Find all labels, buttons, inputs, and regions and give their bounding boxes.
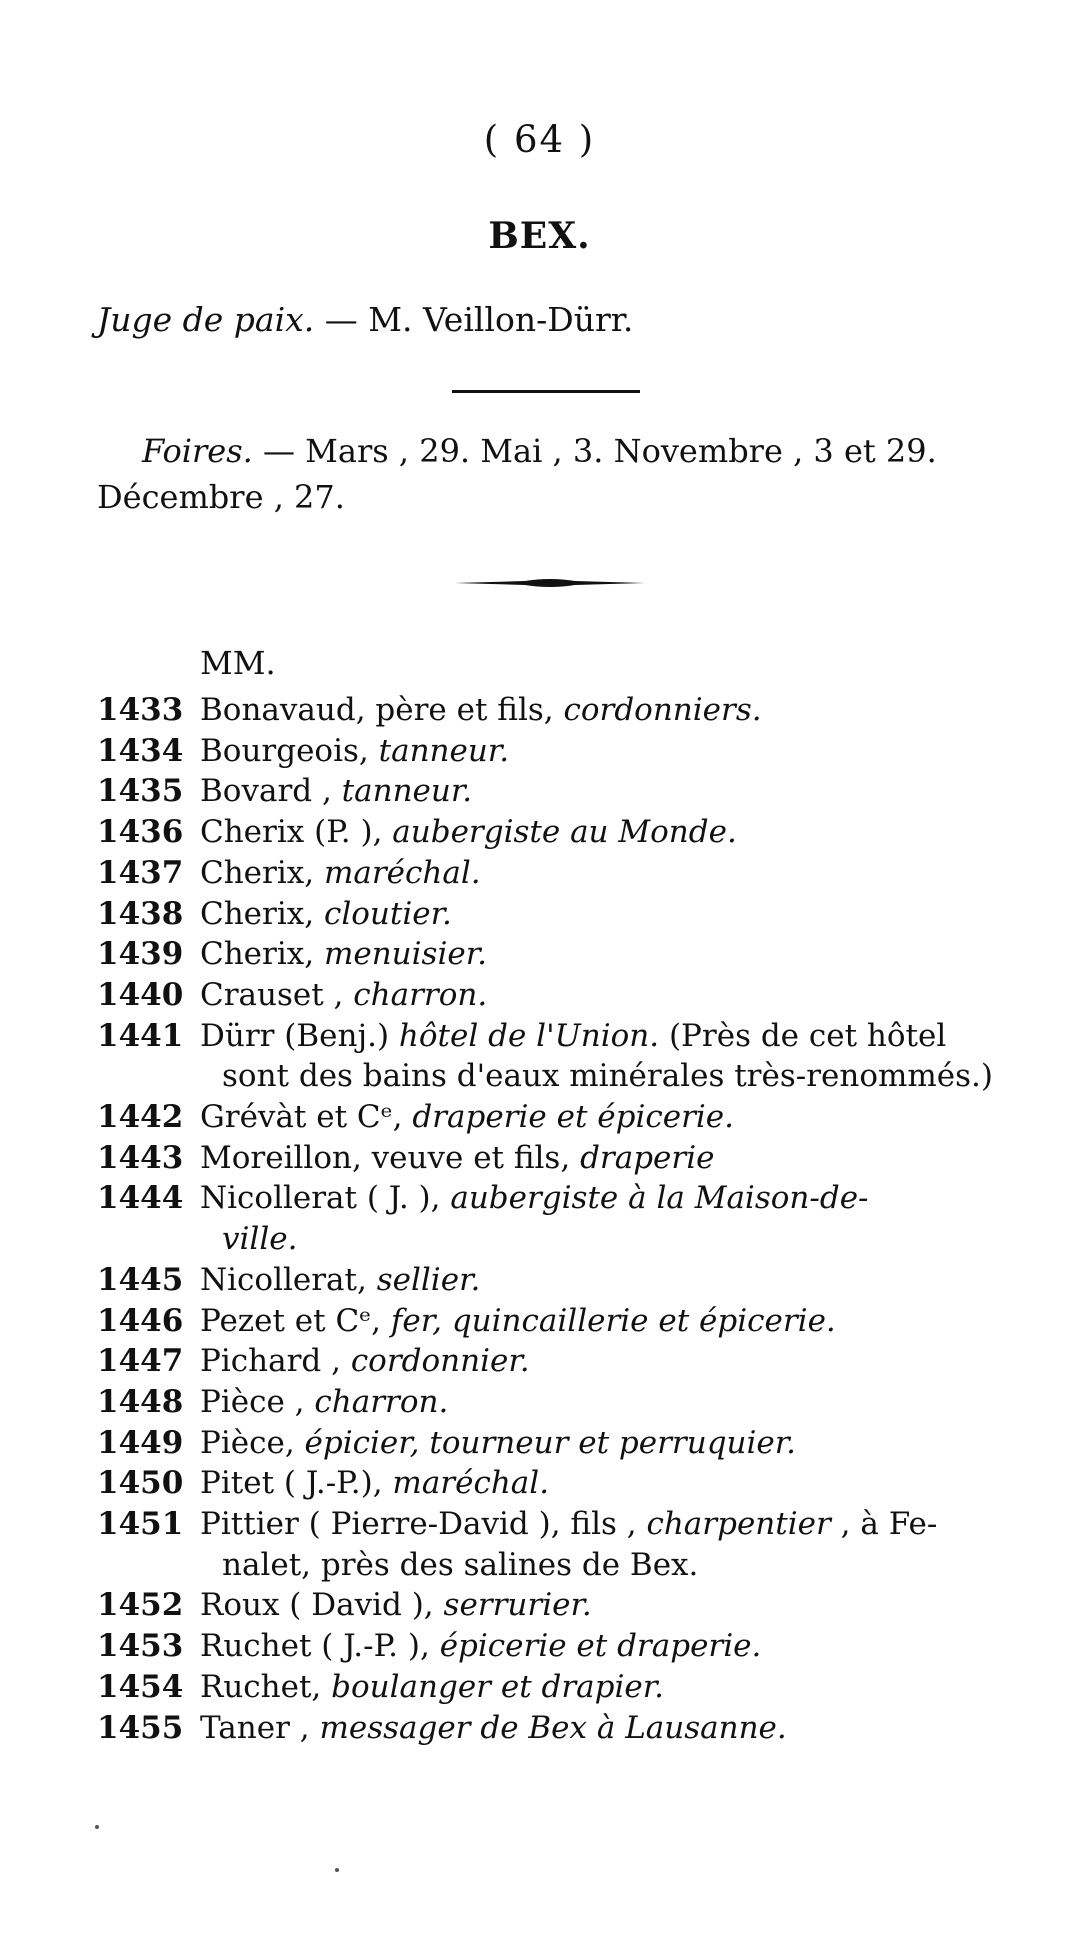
divider-rule bbox=[452, 390, 640, 393]
entry-text bbox=[200, 1463, 1022, 1504]
ornament-rule-icon bbox=[455, 575, 645, 591]
list-item bbox=[97, 812, 1022, 853]
entry-number: 1439 bbox=[97, 936, 184, 973]
entry-name: Bovard , bbox=[200, 773, 342, 810]
foires-text: — Mars , 29. Mai , 3. Novembre , 3 et 29. Décembre , 27. bbox=[97, 432, 937, 516]
list-item bbox=[97, 1585, 1022, 1626]
juge-text: — M. Veillon-Dürr. bbox=[324, 300, 634, 339]
list-item bbox=[97, 1423, 1022, 1464]
entry-number: 1437 bbox=[97, 854, 184, 891]
entry-name: Bonavaud, père et fils, bbox=[200, 692, 564, 728]
entry-text bbox=[200, 1016, 1022, 1097]
entry-occupation: sellier. bbox=[376, 1261, 481, 1298]
list-item bbox=[97, 690, 1022, 731]
list-item bbox=[97, 1138, 1022, 1179]
entry-text bbox=[200, 731, 1022, 772]
entry-number: 1435 bbox=[97, 773, 184, 810]
list-item bbox=[97, 1708, 1022, 1749]
entry-name: Cherix, bbox=[200, 854, 324, 891]
entry-occupation: maréchal. bbox=[323, 854, 481, 891]
entry-number: 1444 bbox=[97, 1180, 184, 1217]
entry-number: 1455 bbox=[97, 1709, 184, 1746]
entry-text bbox=[200, 1626, 1022, 1667]
mm-label: MM. bbox=[200, 644, 276, 682]
entry-number: 1436 bbox=[97, 814, 184, 851]
juge-de-paix-line bbox=[97, 300, 633, 339]
entry-name: Ruchet, bbox=[200, 1668, 332, 1705]
speck bbox=[95, 1825, 99, 1829]
entry-text bbox=[200, 1301, 1022, 1342]
juge-label: Juge de paix. bbox=[97, 300, 315, 339]
entry-occupation: charron. bbox=[353, 976, 488, 1013]
speck bbox=[335, 1868, 339, 1872]
entry-text bbox=[200, 771, 1022, 812]
entry-number: 1441 bbox=[97, 1017, 184, 1054]
entry-text bbox=[200, 1178, 1022, 1259]
list-item bbox=[97, 1341, 1022, 1382]
list-item bbox=[97, 731, 1022, 772]
entry-number: 1454 bbox=[97, 1668, 184, 1705]
entry-text bbox=[200, 1708, 1022, 1749]
list-item bbox=[97, 1667, 1022, 1708]
page-number: ( 64 ) bbox=[483, 118, 596, 161]
entry-number: 1434 bbox=[97, 732, 184, 769]
entry-name: Pièce, bbox=[200, 1424, 305, 1461]
entry-occupation: aubergiste au Monde. bbox=[392, 814, 737, 851]
entry-name: Crauset , bbox=[200, 976, 354, 1013]
list-item bbox=[97, 771, 1022, 812]
entry-number: 1445 bbox=[97, 1261, 184, 1298]
entry-name: Dürr (Benj.) bbox=[200, 1017, 399, 1054]
entry-occupation: aubergiste à la Maison-de- bbox=[450, 1180, 869, 1217]
entry-name: Taner , bbox=[200, 1709, 320, 1746]
entry-name: Roux ( David ), bbox=[200, 1587, 444, 1624]
entry-continuation: sont des bains d'eaux minérales très-renommés.) bbox=[222, 1058, 994, 1095]
entry-number: 1440 bbox=[97, 976, 184, 1013]
entry-occupation: tanneur. bbox=[341, 773, 473, 810]
list-item bbox=[97, 1463, 1022, 1504]
list-item bbox=[97, 1301, 1022, 1342]
entry-text bbox=[200, 1667, 1022, 1708]
entry-name: Moreillon, veuve et fils, bbox=[200, 1139, 581, 1176]
entry-number: 1448 bbox=[97, 1383, 184, 1420]
entry-occupation: cordonniers. bbox=[563, 692, 762, 728]
entry-occupation: charpentier bbox=[646, 1506, 831, 1543]
list-item bbox=[97, 1097, 1022, 1138]
entry-occupation: épicerie et draperie. bbox=[439, 1628, 762, 1665]
entry-name: Nicollerat ( J. ), bbox=[200, 1180, 451, 1217]
entry-name: Bourgeois, bbox=[200, 732, 379, 769]
list-item bbox=[97, 1626, 1022, 1667]
list-item bbox=[97, 853, 1022, 894]
list-item bbox=[97, 1016, 1022, 1097]
directory-list bbox=[97, 690, 1022, 1748]
entry-text bbox=[200, 894, 1022, 935]
page-heading: BEX. bbox=[488, 215, 591, 257]
entry-continuation: ville. bbox=[222, 1221, 298, 1258]
entry-occupation: fer, quincaillerie et épicerie. bbox=[390, 1302, 836, 1339]
entry-name: Cherix, bbox=[200, 936, 324, 973]
list-item bbox=[97, 1504, 1022, 1585]
entry-occupation: tanneur. bbox=[378, 732, 510, 769]
entry-number: 1449 bbox=[97, 1424, 184, 1461]
entry-text bbox=[200, 853, 1022, 894]
entry-rest: (Près de cet hôtel bbox=[659, 1017, 947, 1054]
entry-name: Pièce , bbox=[200, 1383, 315, 1420]
entry-name: Pichard , bbox=[200, 1343, 351, 1380]
entry-number: 1433 bbox=[97, 692, 184, 728]
foires-label: Foires. bbox=[142, 432, 253, 470]
entry-number: 1453 bbox=[97, 1628, 184, 1665]
list-item bbox=[97, 1178, 1022, 1259]
foires-paragraph bbox=[97, 428, 1007, 520]
entry-text bbox=[200, 690, 1022, 731]
entry-occupation: boulanger et drapier. bbox=[331, 1668, 665, 1705]
entry-occupation: serrurier. bbox=[443, 1587, 592, 1624]
entry-name: Grévàt et Cᵉ, bbox=[200, 1099, 413, 1136]
entry-occupation: cloutier. bbox=[323, 895, 452, 932]
entry-occupation: draperie bbox=[580, 1139, 715, 1176]
entry-occupation: hôtel de l'Union. bbox=[398, 1017, 660, 1054]
entry-rest: , à Fe- bbox=[830, 1506, 938, 1543]
entry-number: 1447 bbox=[97, 1343, 184, 1380]
entry-occupation: maréchal. bbox=[392, 1465, 550, 1502]
entry-number: 1442 bbox=[97, 1099, 184, 1136]
entry-text bbox=[200, 812, 1022, 853]
entry-text bbox=[200, 1341, 1022, 1382]
entry-text bbox=[200, 1138, 1022, 1179]
list-item bbox=[97, 934, 1022, 975]
list-item bbox=[97, 894, 1022, 935]
entry-occupation: draperie et épicerie. bbox=[412, 1099, 734, 1136]
entry-continuation: nalet, près des salines de Bex. bbox=[222, 1546, 699, 1583]
entry-name: Nicollerat, bbox=[200, 1261, 377, 1298]
entry-name: Cherix, bbox=[200, 895, 324, 932]
entry-occupation: épicier, tourneur et perruquier. bbox=[304, 1424, 797, 1461]
entry-name: Cherix (P. ), bbox=[200, 814, 393, 851]
entry-text bbox=[200, 1097, 1022, 1138]
entry-occupation: menuisier. bbox=[323, 936, 487, 973]
entry-name: Pittier ( Pierre-David ), fils , bbox=[200, 1506, 647, 1543]
entry-name: Pitet ( J.-P.), bbox=[200, 1465, 393, 1502]
entry-name: Pezet et Cᵉ, bbox=[200, 1302, 391, 1339]
list-item bbox=[97, 1382, 1022, 1423]
entry-name: Ruchet ( J.-P. ), bbox=[200, 1628, 440, 1665]
entry-text bbox=[200, 975, 1022, 1016]
entry-number: 1443 bbox=[97, 1139, 184, 1176]
entry-number: 1438 bbox=[97, 895, 184, 932]
entry-text bbox=[200, 1423, 1022, 1464]
entry-text bbox=[200, 1585, 1022, 1626]
entry-text bbox=[200, 1504, 1022, 1585]
entry-number: 1451 bbox=[97, 1506, 184, 1543]
entry-text bbox=[200, 934, 1022, 975]
list-item bbox=[97, 975, 1022, 1016]
entry-number: 1446 bbox=[97, 1302, 184, 1339]
entry-occupation: messager de Bex à Lausanne. bbox=[319, 1709, 787, 1746]
entry-number: 1450 bbox=[97, 1465, 184, 1502]
list-item bbox=[97, 1260, 1022, 1301]
entry-text bbox=[200, 1260, 1022, 1301]
entry-number: 1452 bbox=[97, 1587, 184, 1624]
entry-text bbox=[200, 1382, 1022, 1423]
entry-occupation: cordonnier. bbox=[350, 1343, 530, 1380]
entry-occupation: charron. bbox=[314, 1383, 449, 1420]
